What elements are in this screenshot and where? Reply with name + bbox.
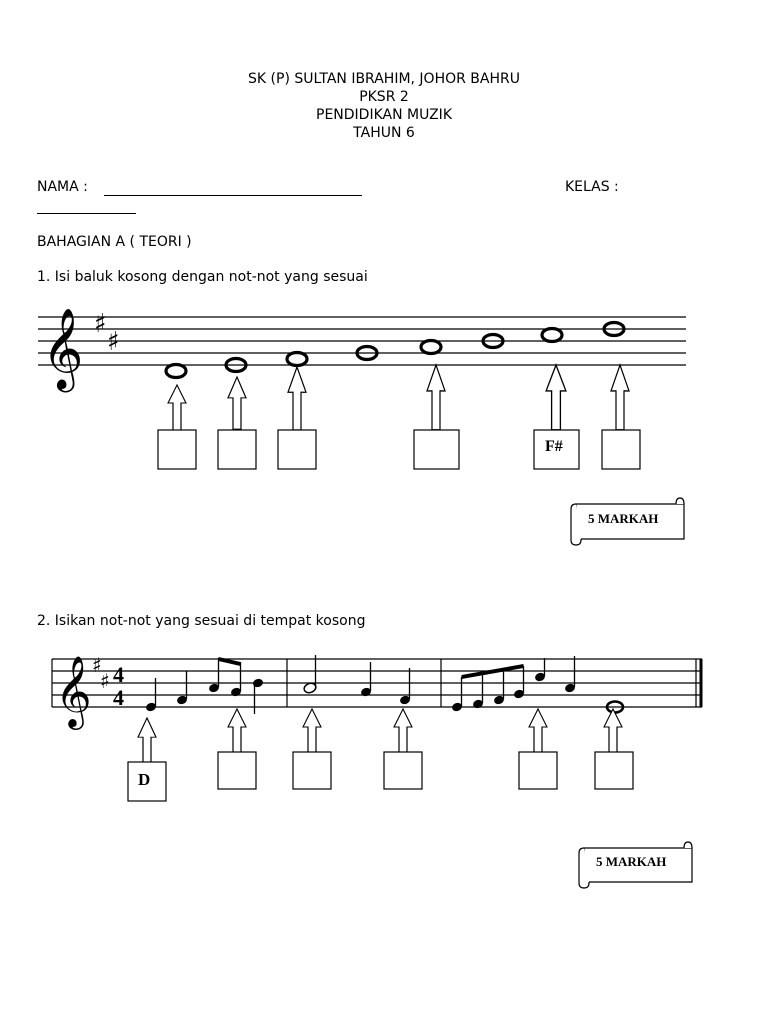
whole-note [287,353,307,366]
arrow-up-icon [288,367,306,430]
whole-note [421,341,441,354]
quarter-note [360,662,372,697]
quarter-note [534,658,546,682]
name-label: NAMA : [37,179,88,195]
arrow-up-icon [546,365,566,430]
answer-box[interactable] [414,430,459,469]
half-note [303,655,317,694]
answer-d: D [138,770,151,789]
answer-box[interactable] [384,752,422,789]
whole-note [542,329,562,342]
answer-box[interactable] [602,430,640,469]
time-sig-top: 4 [113,662,124,687]
arrow-up-icon [611,365,629,430]
exam-title: PKSR 2 [359,89,409,105]
arrow-up-icon [138,718,156,766]
marks-label: 5 MARKAH [588,511,659,526]
time-sig-bottom: 4 [113,685,124,710]
arrow-up-icon [303,709,321,754]
marks-scroll-2 [579,842,692,888]
arrow-up-icon [604,709,622,754]
answer-box[interactable] [218,430,256,469]
question-1: 1. Isi baluk kosong dengan not-not yang sesuai [37,269,368,285]
arrow-up-icon [394,709,412,754]
quarter-note [208,658,220,693]
sharp-f-icon: ♯ [92,653,102,677]
school-name: SK (P) SULTAN IBRAHIM, JOHOR BAHRU [248,71,520,87]
treble-clef-icon: 𝄞 [42,311,84,388]
marks-scroll-1 [571,498,684,545]
arrow-up-icon [427,365,445,430]
quarter-note [399,668,411,705]
arrow-up-icon [228,709,246,754]
treble-clef-icon: 𝄞 [55,658,92,726]
answer-f-sharp: F# [545,438,563,455]
answer-box[interactable] [595,752,633,789]
sharp-c-icon: ♯ [100,669,110,693]
answer-box[interactable] [519,752,557,789]
answer-box[interactable] [293,752,331,789]
quarter-note [564,656,576,693]
marks-label: 5 MARKAH [596,854,667,869]
quarter-note [176,671,188,705]
answer-box[interactable] [158,430,196,469]
quarter-note [252,678,264,714]
question-2: 2. Isikan not-not yang sesuai di tempat kosong [37,613,366,629]
section-title: BAHAGIAN A ( TEORI ) [37,234,192,250]
year-title: TAHUN 6 [353,125,415,141]
sharp-f-icon: ♯ [94,309,107,339]
arrow-up-icon [228,377,246,429]
arrow-up-icon [168,385,186,430]
arrow-up-icon [529,709,547,754]
answer-box[interactable] [278,430,316,469]
class-label: KELAS : [565,179,619,195]
whole-note [166,365,186,378]
staff-2 [52,659,702,707]
answer-box[interactable] [218,752,256,789]
beamed-eighth-pair [219,657,243,697]
sharp-c-icon: ♯ [107,327,120,357]
subject-title: PENDIDIKAN MUZIK [316,107,452,123]
